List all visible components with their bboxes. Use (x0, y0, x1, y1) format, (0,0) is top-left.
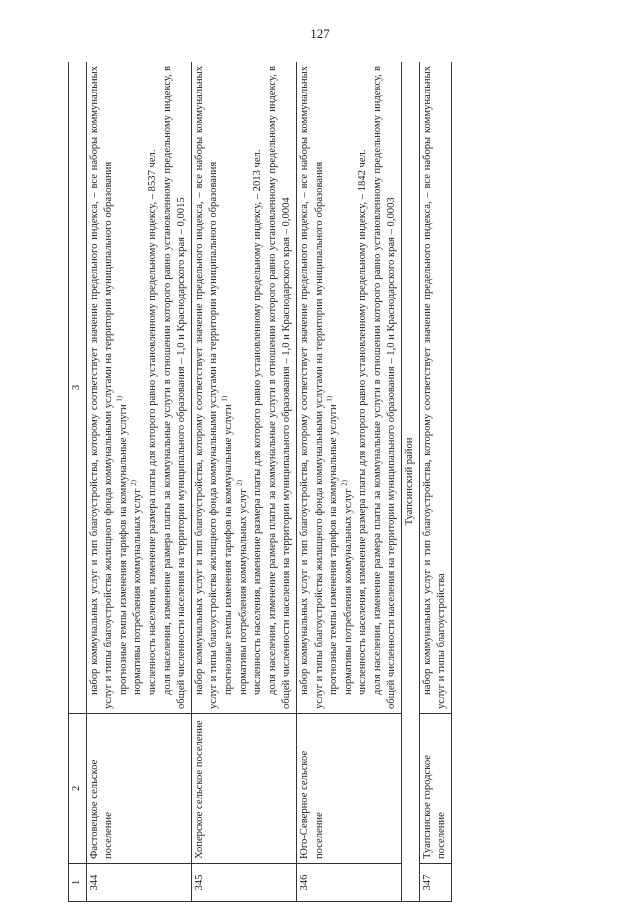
table-row (296, 62, 401, 902)
settlement-name: Фастовецкое сельское поселение (86, 714, 191, 864)
footnote-mark: 2) (340, 480, 349, 486)
page-number: 127 (310, 26, 330, 41)
header-col-3: 3 (69, 62, 87, 714)
row-content (191, 62, 296, 714)
content-line: прогнозные темпы изменения тарифов на коммунальные услуги (328, 404, 340, 695)
content-line: доля населения, изменение размера платы за коммунальные услуги в отношении которого равно установленному предельному индексу, в общей численности населения на территории муниципального образования – 1,0 и Краснодарского края – 0,0015 (161, 66, 188, 709)
rotated-table-container (68, 62, 613, 902)
row-number: 346 (296, 864, 401, 902)
content-line: прогнозные темпы изменения тарифов на коммунальные услуги (117, 404, 129, 695)
content-line: набор коммунальных услуг и тип благоустройства, которому соответствует значение предельного индекса, – все наборы коммунальных услуг и типы благоустройства жилищного фонда коммунальными услугами на территории муниципального образования (88, 66, 115, 709)
footnote-mark: 1) (220, 395, 229, 402)
table-viewport (68, 62, 613, 902)
region-row (402, 62, 420, 902)
footnote-mark: 1) (325, 395, 334, 402)
content-line: численность населения, изменение размера платы для которого равно установленному предельному индексу, – 8537 чел. (146, 149, 158, 695)
content-line: набор коммунальных услуг и тип благоустройства, которому соответствует значение предельного индекса, – все наборы коммунальных услуг и типы благоустройства жилищного фонда коммунальными услугами на территории муниципального образования (193, 66, 220, 709)
content-line: прогнозные темпы изменения тарифов на коммунальные услуги (222, 404, 234, 695)
data-table (68, 62, 452, 902)
content-line: доля населения, изменение размера платы за коммунальные услуги в отношении которого равно установленному предельному индексу, в общей численности населения на территории муниципального образования – 1,0 и Краснодарского края – 0,0004 (266, 66, 293, 709)
content-line: набор коммунальных услуг и тип благоустройства, которому соответствует значение предельного индекса, – все наборы коммунальных услуг и типы благоустройства (421, 66, 448, 709)
content-line: нормативы потребления коммунальных услуг (342, 488, 354, 695)
footnote-mark: 2) (129, 480, 138, 486)
header-col-2: 2 (69, 714, 87, 864)
content-line: набор коммунальных услуг и тип благоустройства, которому соответствует значение предельного индекса, – все наборы коммунальных услуг и типы благоустройства жилищного фонда коммунальными услугами на территории муниципального образования (298, 66, 325, 709)
row-content (419, 62, 451, 714)
header-col-1: 1 (69, 864, 87, 902)
content-line: доля населения, изменение размера платы за коммунальные услуги в отношении которого равно установленному предельному индексу, в общей численности населения на территории муниципального образования – 1,0 и Краснодарского края – 0,0003 (371, 66, 398, 709)
row-number: 345 (191, 864, 296, 902)
content-line: нормативы потребления коммунальных услуг (237, 488, 249, 695)
footnote-mark: 2) (235, 480, 243, 486)
row-number: 344 (86, 864, 191, 902)
footnote-mark: 1) (115, 395, 124, 402)
content-line: нормативы потребления коммунальных услуг (132, 488, 144, 695)
settlement-name: Туапсинское городское поселение (419, 714, 451, 864)
table-row (419, 62, 451, 902)
content-line: численность населения, изменение размера платы для которого равно установленному предельному индексу, – 2013 чел. (252, 149, 264, 695)
content-line: численность населения, изменение размера платы для которого равно установленному предельному индексу, – 1842 чел. (357, 149, 369, 695)
table-row (191, 62, 296, 902)
row-content (296, 62, 401, 714)
settlement-name: Хоперское сельское поселение (191, 714, 296, 864)
table-header-row (69, 62, 87, 902)
region-title: Туапсинский район (402, 62, 420, 902)
row-number: 347 (419, 864, 451, 902)
table-row (86, 62, 191, 902)
settlement-name: Юго-Северное сельское поселение (296, 714, 401, 864)
row-content (86, 62, 191, 714)
